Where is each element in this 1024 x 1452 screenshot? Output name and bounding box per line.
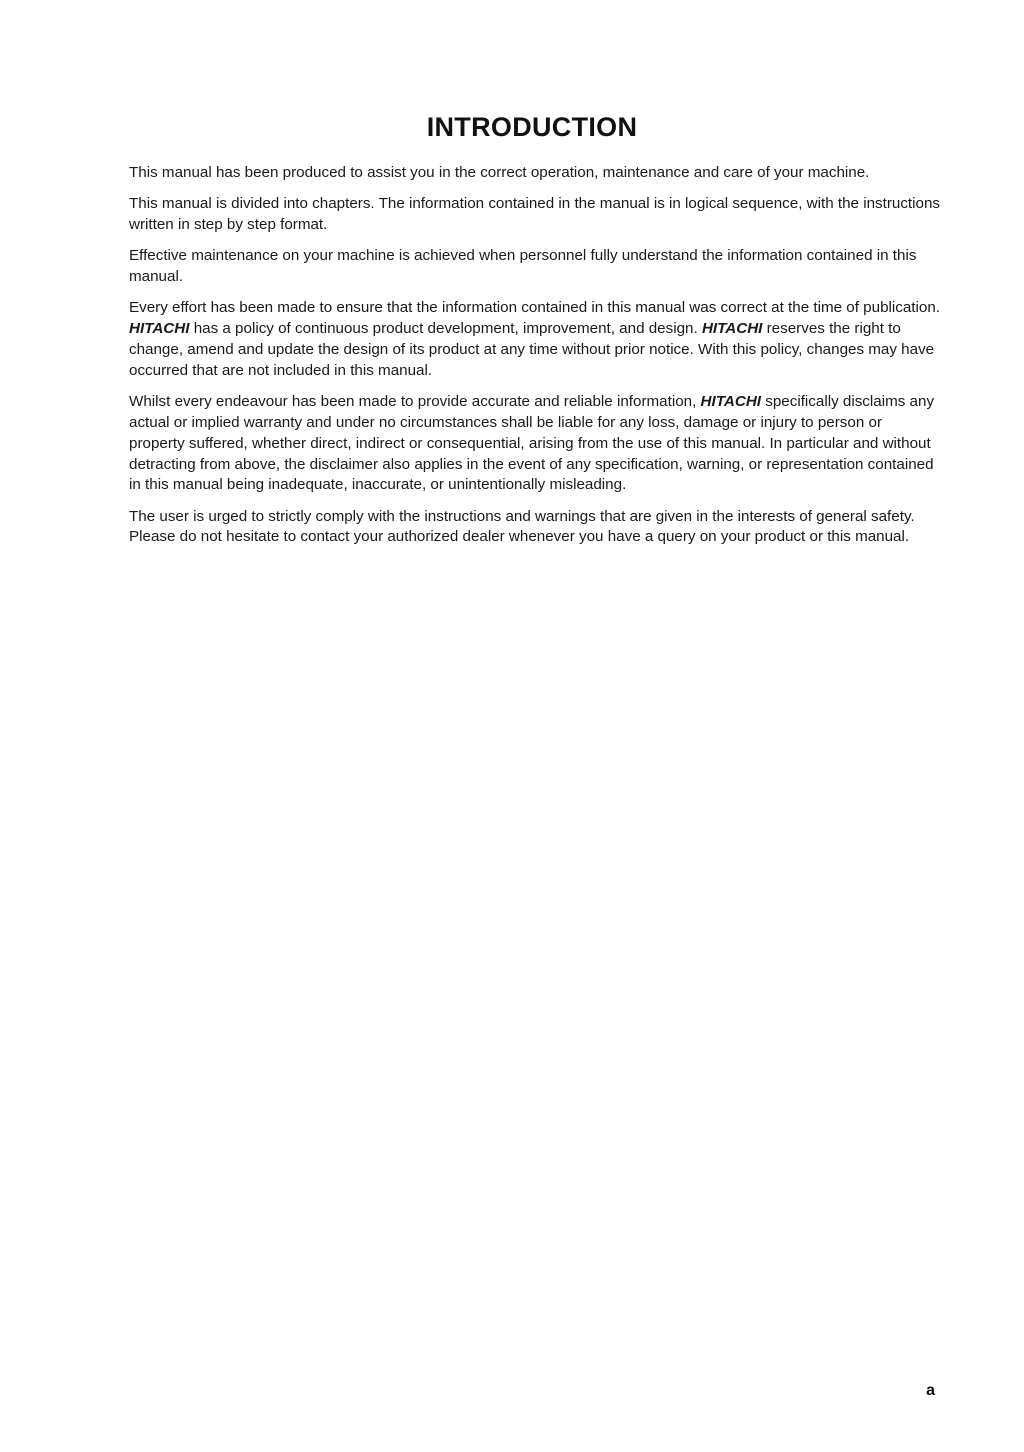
paragraph-accuracy-text-3: reserves the right to change, amend and update the design of its product at any time without prior notice. With this policy, changes may have occurred that are not included in this manual. [129,320,935,379]
paragraph-structure: This manual is divided into chapters. The information contained in the manual is in logical sequence, with the instructions written in step by step format. [129,195,941,234]
page-number: a [926,1382,935,1399]
page-title: INTRODUCTION [426,112,638,142]
paragraph-accuracy [129,298,941,381]
paragraph-safety: The user is urged to strictly comply with the instructions and warnings that are given in the interests of general safety. Please do not hesitate to contact your authorized dealer whenever you have a query on your product or this manual. [129,507,915,546]
paragraph-purpose: This manual has been produced to assist you in the correct operation, maintenance and care of your machine. [129,164,870,181]
brand-name: HITACHI [129,320,190,338]
paragraph-disclaimer [129,392,941,496]
brand-name: HITACHI [700,393,762,411]
paragraph-maintenance: Effective maintenance on your machine is achieved when personnel fully understand the information contained in this manual. [129,247,917,286]
brand-name: HITACHI [701,320,763,338]
paragraph-disclaimer-text-1: Whilst every endeavour has been made to provide accurate and reliable information, [129,393,701,411]
paragraph-accuracy-text-1: Every effort has been made to ensure that the information contained in this manual was correct at the time of publication. [129,299,941,317]
introduction-body [129,163,941,559]
paragraph-accuracy-text-2: has a policy of continuous product development, improvement, and design. [189,320,702,338]
paragraph-disclaimer-text-2: specifically disclaims any actual or implied warranty and under no circumstances shall be liable for any loss, damage or injury to person or property suffered, whether direct, indirect or consequential, arising from the use of this manual. In particular and without detracting from above, the disclaimer also applies in the event of any specification, warning, or representation contained in this manual being inadequate, inaccurate, or unintentionally misleading. [129,393,935,494]
